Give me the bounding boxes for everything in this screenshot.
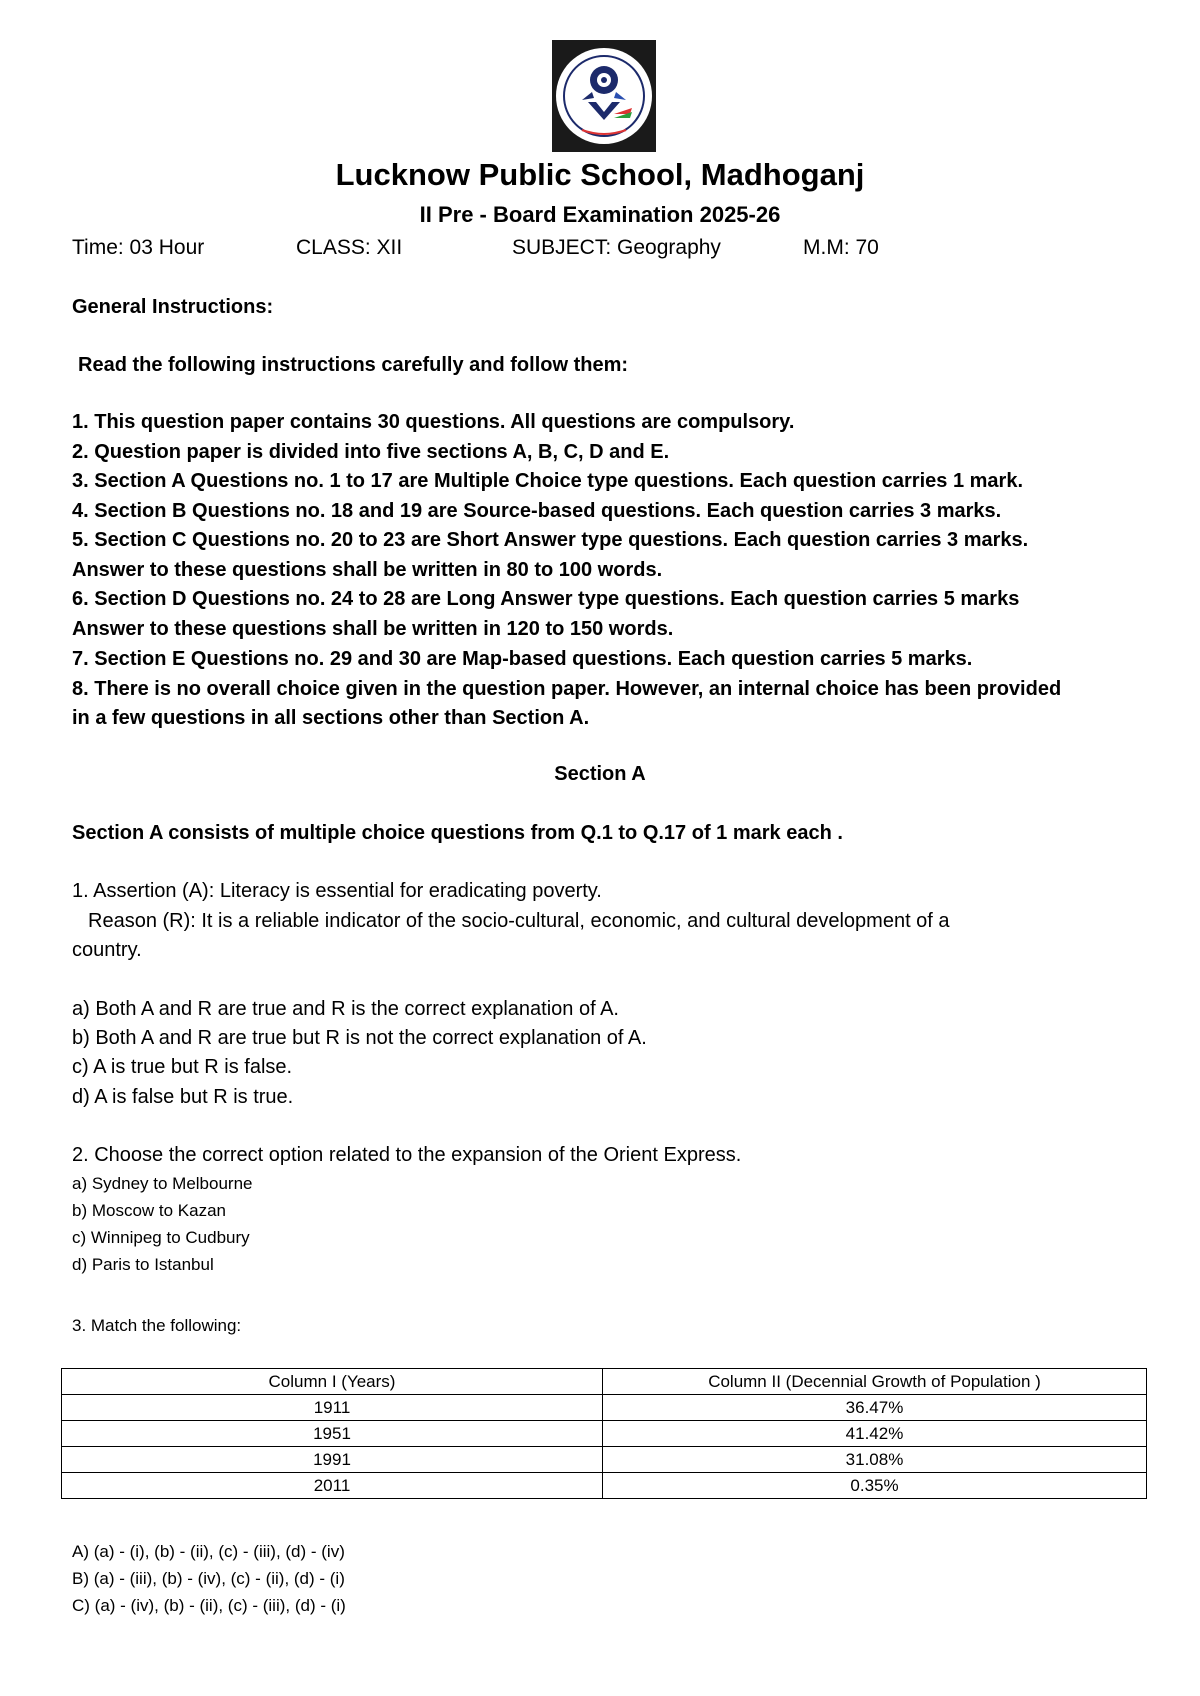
- q1-reason: Reason (R): It is a reliable indicator of the socio-cultural, economic, and cultural development of a: [88, 910, 950, 932]
- table-cell: 1991: [62, 1447, 603, 1473]
- exam-time: Time: 03 Hour: [72, 236, 205, 259]
- instructions-heading: General Instructions:: [72, 296, 274, 318]
- table-row: [62, 1473, 1147, 1499]
- q1-assertion: 1. Assertion (A): Literacy is essential for eradicating poverty.: [72, 880, 602, 902]
- q2-option-c: c) Winnipeg to Cudbury: [72, 1228, 250, 1247]
- q1-option-b: b) Both A and R are true but R is not the correct explanation of A.: [72, 1027, 647, 1049]
- instruction-line: 8. There is no overall choice given in the question paper. However, an internal choice has been provided: [72, 678, 1062, 700]
- instruction-line: 6. Section D Questions no. 24 to 28 are Long Answer type questions. Each question carries 5 marks: [72, 588, 1020, 610]
- instruction-line: 7. Section E Questions no. 29 and 30 are Map-based questions. Each question carries 5 marks.: [72, 648, 973, 670]
- section-a-description: Section A consists of multiple choice questions from Q.1 to Q.17 of 1 mark each .: [72, 822, 843, 844]
- school-logo: [552, 40, 656, 152]
- exam-class: CLASS: XII: [296, 236, 403, 259]
- table-cell: 2011: [62, 1473, 603, 1499]
- table-cell: 0.35%: [603, 1473, 1147, 1499]
- table-row: [62, 1421, 1147, 1447]
- q3-option-b: B) (a) - (iii), (b) - (iv), (c) - (ii), (d) - (i): [72, 1569, 345, 1588]
- exam-subject: SUBJECT: Geography: [512, 236, 721, 259]
- q1-reason-cont: country.: [72, 939, 142, 961]
- school-name: Lucknow Public School, Madhoganj: [335, 157, 865, 192]
- table-header-cell: Column I (Years): [62, 1369, 603, 1395]
- q3-text: 3. Match the following:: [72, 1316, 242, 1335]
- instruction-line: 1. This question paper contains 30 questions. All questions are compulsory.: [72, 411, 795, 433]
- table-cell: 1951: [62, 1421, 603, 1447]
- table-row: [62, 1395, 1147, 1421]
- instruction-line: in a few questions in all sections other than Section A.: [72, 707, 590, 729]
- q3-option-c: C) (a) - (iv), (b) - (ii), (c) - (iii), (d) - (i): [72, 1596, 346, 1615]
- section-a-title: Section A: [554, 763, 646, 785]
- q1-option-d: d) A is false but R is true.: [72, 1086, 294, 1108]
- q2-option-d: d) Paris to Istanbul: [72, 1255, 214, 1274]
- instruction-line: 4. Section B Questions no. 18 and 19 are Source-based questions. Each question carries 3 marks.: [72, 500, 1002, 522]
- max-marks: M.M: 70: [803, 236, 879, 259]
- instruction-line: 3. Section A Questions no. 1 to 17 are Multiple Choice type questions. Each question carries 1 mark.: [72, 470, 1023, 492]
- instruction-line: Answer to these questions shall be written in 120 to 150 words.: [72, 618, 674, 640]
- match-table: [61, 1368, 1147, 1499]
- q2-text: 2. Choose the correct option related to the expansion of the Orient Express.: [72, 1144, 742, 1166]
- q2-option-b: b) Moscow to Kazan: [72, 1201, 227, 1220]
- q2-option-a: a) Sydney to Melbourne: [72, 1174, 253, 1193]
- table-cell: 31.08%: [603, 1447, 1147, 1473]
- table-header-cell: Column II (Decennial Growth of Population ): [603, 1369, 1147, 1395]
- q1-option-c: c) A is true but R is false.: [72, 1056, 293, 1078]
- instruction-line: 5. Section C Questions no. 20 to 23 are Short Answer type questions. Each question carries 3 marks.: [72, 529, 1029, 551]
- table-row: [62, 1447, 1147, 1473]
- instructions-intro: Read the following instructions carefully and follow them:: [78, 354, 629, 376]
- instruction-line: Answer to these questions shall be written in 80 to 100 words.: [72, 559, 663, 581]
- q1-option-a: a) Both A and R are true and R is the correct explanation of A.: [72, 998, 619, 1020]
- table-cell: 1911: [62, 1395, 603, 1421]
- table-cell: 36.47%: [603, 1395, 1147, 1421]
- table-cell: 41.42%: [603, 1421, 1147, 1447]
- table-header-row: [62, 1369, 1147, 1395]
- exam-title: II Pre - Board Examination 2025-26: [419, 202, 781, 227]
- q3-option-a: A) (a) - (i), (b) - (ii), (c) - (iii), (d) - (iv): [72, 1542, 345, 1561]
- instruction-line: 2. Question paper is divided into five sections A, B, C, D and E.: [72, 441, 670, 463]
